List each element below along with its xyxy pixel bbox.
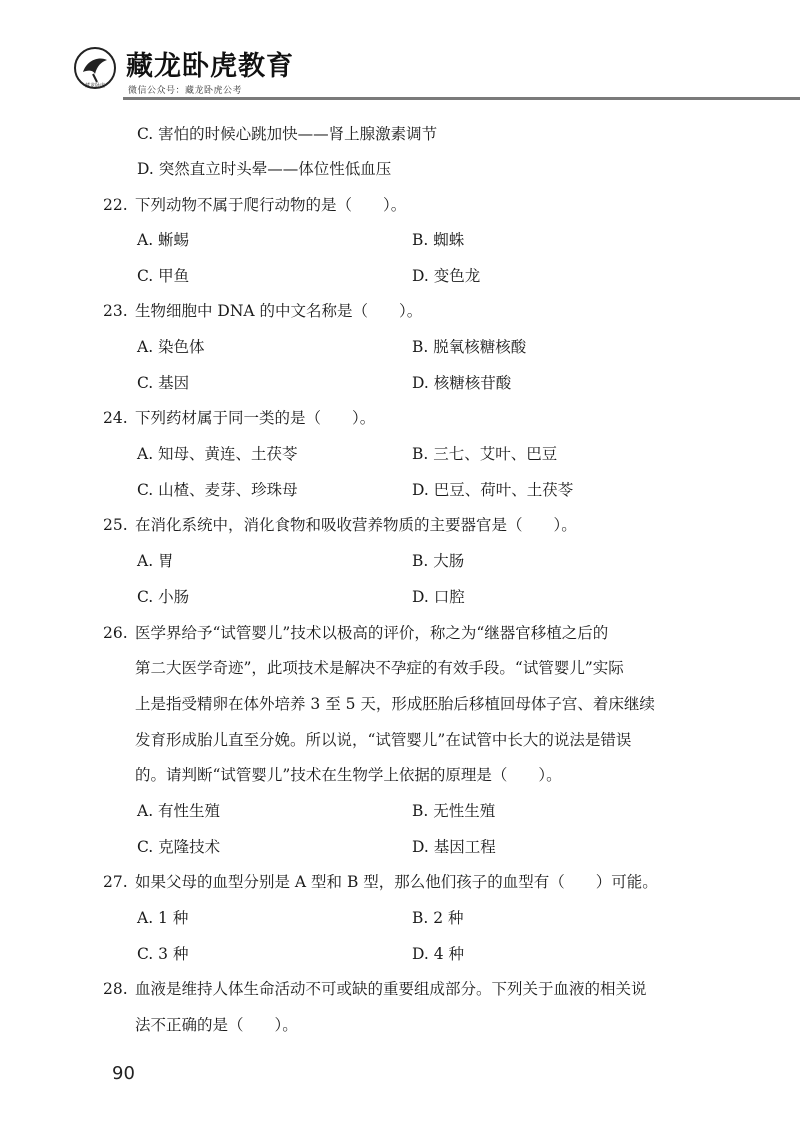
q24-option-a: A. 知母、黄连、土茯苓 bbox=[137, 445, 298, 463]
brand-logo-icon bbox=[73, 46, 117, 90]
q24-option-c: C. 山楂、麦芽、珍珠母 bbox=[137, 481, 298, 499]
q25-number: 25. bbox=[103, 516, 128, 534]
q27-option-d: D. 4 种 bbox=[412, 945, 465, 963]
q25-option-a: A. 胃 bbox=[137, 552, 174, 570]
logo-text: 藏龙卧虎 bbox=[84, 83, 106, 89]
q25-option-c: C. 小肠 bbox=[137, 588, 190, 606]
q23-option-a: A. 染色体 bbox=[137, 338, 205, 356]
q23-stem: 生物细胞中 DNA 的中文名称是（ ）。 bbox=[135, 302, 423, 320]
q22-option-b: B. 蜘蛛 bbox=[412, 231, 465, 249]
q25-option-b: B. 大肠 bbox=[412, 552, 465, 570]
q23-option-d: D. 核糖核苷酸 bbox=[412, 374, 512, 392]
q24-option-d: D. 巴豆、荷叶、土茯苓 bbox=[412, 481, 574, 499]
q24-stem: 下列药材属于同一类的是（ ）。 bbox=[135, 409, 376, 427]
q26-stem-line: 发育形成胎儿直至分娩。所以说，“试管婴儿”在试管中长大的说法是错误 bbox=[135, 731, 632, 749]
q26-option-a: A. 有性生殖 bbox=[137, 802, 221, 820]
q25-option-d: D. 口腔 bbox=[412, 588, 465, 606]
q26-option-c: C. 克隆技术 bbox=[137, 838, 221, 856]
q26-option-d: D. 基因工程 bbox=[412, 838, 496, 856]
q24-number: 24. bbox=[103, 409, 128, 427]
q27-option-b: B. 2 种 bbox=[412, 909, 464, 927]
q22-option-d: D. 变色龙 bbox=[412, 267, 481, 285]
q27-stem: 如果父母的血型分别是 A 型和 B 型，那么他们孩子的血型有（ ）可能。 bbox=[135, 873, 658, 891]
page-header bbox=[0, 0, 800, 104]
q25-stem: 在消化系统中，消化食物和吸收营养物质的主要器官是（ ）。 bbox=[135, 516, 577, 534]
q23-number: 23. bbox=[103, 302, 128, 320]
q24-option-b: B. 三七、艾叶、巴豆 bbox=[412, 445, 558, 463]
q27-number: 27. bbox=[103, 873, 128, 891]
q22-number: 22. bbox=[103, 196, 128, 214]
page-number: 90 bbox=[112, 1063, 135, 1084]
header-divider bbox=[123, 97, 800, 100]
q28-stem-line: 法不正确的是（ ）。 bbox=[135, 1016, 298, 1034]
q26-stem-line: 的。请判断“试管婴儿”技术在生物学上依据的原理是（ ）。 bbox=[135, 766, 562, 784]
brand-subtitle: 微信公众号：藏龙卧虎公考 bbox=[128, 86, 243, 96]
q26-number: 26. bbox=[103, 624, 128, 642]
q26-stem-line: 第二大医学奇迹”，此项技术是解决不孕症的有效手段。“试管婴儿”实际 bbox=[135, 659, 624, 677]
q27-option-a: A. 1 种 bbox=[137, 909, 189, 927]
q26-stem-line: 医学界给予“试管婴儿”技术以极高的评价，称之为“继器官移植之后的 bbox=[135, 624, 609, 642]
q27-option-c: C. 3 种 bbox=[137, 945, 189, 963]
q22-option-c: C. 甲鱼 bbox=[137, 267, 190, 285]
q28-stem-line: 血液是维持人体生命活动不可或缺的重要组成部分。下列关于血液的相关说 bbox=[135, 980, 647, 998]
brand-title: 藏龙卧虎教育 bbox=[126, 51, 294, 82]
q23-option-b: B. 脱氧核糖核酸 bbox=[412, 338, 527, 356]
q26-option-b: B. 无性生殖 bbox=[412, 802, 496, 820]
q21-option-d: D. 突然直立时头晕——体位性低血压 bbox=[137, 160, 392, 178]
q23-option-c: C. 基因 bbox=[137, 374, 190, 392]
q22-option-a: A. 蜥蜴 bbox=[137, 231, 190, 249]
q26-stem-line: 上是指受精卵在体外培养 3 至 5 天，形成胚胎后移植回母体子宫、着床继续 bbox=[135, 695, 655, 713]
q28-number: 28. bbox=[103, 980, 128, 998]
q22-stem: 下列动物不属于爬行动物的是（ ）。 bbox=[135, 196, 407, 214]
q21-option-c: C. 害怕的时候心跳加快——肾上腺激素调节 bbox=[137, 125, 438, 143]
